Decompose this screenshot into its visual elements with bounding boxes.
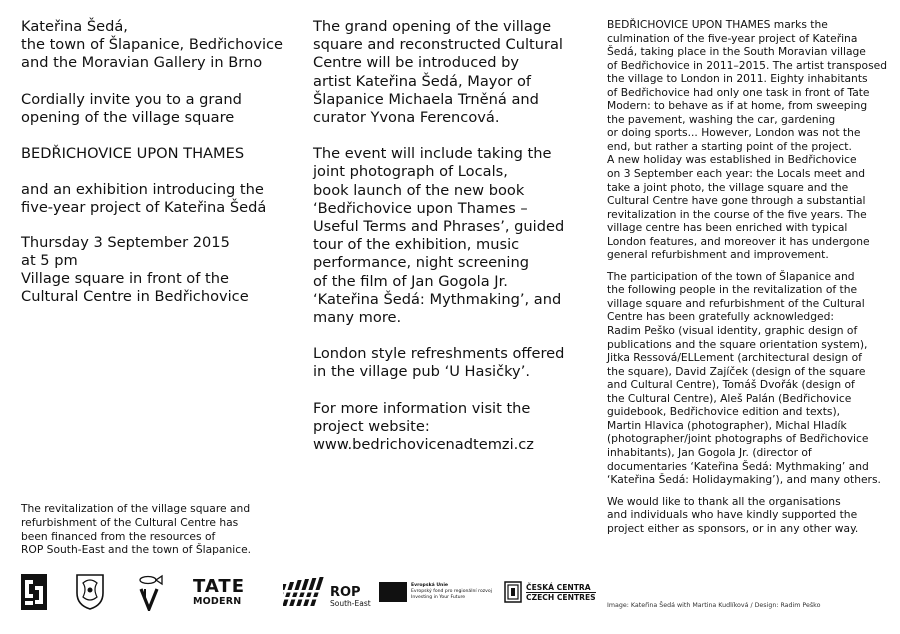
eu-flag-icon: [379, 582, 407, 602]
more-info-text: For more information visit the project website: www.bedrichovicenadtemzi.cz: [313, 399, 534, 454]
bedrichovice-logo: [135, 572, 165, 612]
slapanice-coat-of-arms: [75, 572, 107, 612]
invitation-text: Cordially invite you to a grand opening of the village square: [21, 90, 242, 126]
rop-south-east-logo: [283, 572, 378, 612]
fish-v-icon: [135, 573, 165, 611]
sponsor-logos: [21, 572, 611, 612]
czech-centres-icon: [504, 581, 522, 603]
thanks-text: We would like to thank all the organisations and individuals who have kindly supported the project either as sponsors, or in any other way.: [607, 494, 859, 535]
program-text: The event will include taking the joint photograph of Locals, book launch of the new book ‘Bedřichovice upon Thames – Useful Terms and Phrases’, guided tour of the exhibition, music performance, night screening of the film of Jan Gogola Jr. ‘Kateřina Šedá: Mythmaking’, and many more.: [313, 145, 565, 327]
hosts-text: Kateřina Šedá, the town of Šlapanice, Bedřichovice and the Moravian Gallery in Brno: [21, 18, 284, 72]
acknowledgements-text: The participation of the town of Šlapanice and the following people in the revitalization of the village square and refurbishment of the Cultural Centre has been gratefully acknowledged: Radim Peško (visual identity, graphic design of publications and the square orientation system), Jitka Ressová/ELLement (architectural design of the square), David Zajíček (design of the square and Cultural Centre), Tomáš Dvořák (design of the Cultural Centre), Aleš Palán (Bedřichovice guidebook, Bedřichovice edition and texts), Martin Hlavica (photographer), Michal Hladík (photographer/joint photographs of Bedřichovice inhabitants), Jan Gogola Jr. (director of documentaries ‘Kateřina Šedá: Mythmaking’ and ‘Kateřina Šedá: Holidaymaking’), and many others.: [607, 269, 881, 487]
eu-line1: Evropská Unie: [411, 583, 449, 588]
modern-text: MODERN: [193, 595, 242, 607]
project-title: BEDŘICHOVICE UPON THAMES: [21, 145, 245, 163]
about-text: BEDŘICHOVICE UPON THAMES marks the culmination of the five-year project of Kateřina Šedá, taking place in the South Moravian village of Bedřichovice in 2011–2015. The artist transposed the village to London in 2011. Eighty inhabitants of Bedřichovice had only one task in front of Tate Modern: to behave as if at home, from sweeping the pavement, washing the car, gardening or doing sports... However, London was not the end, but rather a starting point of the project. A new holiday was established in Bedřichovice on 3 September each year: the Locals meet and take a joint photo, the village square and the Cultural Centre have gone through a substantial revitalization in the course of the five years. The village centre has been enriched with typical London features, and moreover it has undergone general refurbishment and improvement.: [607, 18, 888, 262]
coat-of-arms-icon: [75, 573, 105, 611]
moravian-gallery-icon: [21, 574, 47, 610]
czech-centres-logo: [504, 572, 609, 612]
funding-note: The revitalization of the village square and refurbishment of the Cultural Centre has been financed from the resources of ROP South-East and the town of Šlapanice.: [21, 502, 252, 557]
refreshments-text: London style refreshments offered in the village pub ‘U Hasičky’.: [313, 345, 565, 381]
project-description-column: [607, 18, 892, 543]
tate-modern-logo: [193, 572, 263, 612]
image-credit: Image: Kateřina Šedá with Martina Kudlíková / Design: Radim Peško: [607, 602, 821, 609]
rop-stripes-icon: [283, 576, 327, 608]
tate-text: TATE: [193, 575, 245, 597]
eu-fund-logo: [379, 572, 494, 612]
rop-text: ROP: [330, 585, 361, 600]
opening-text: The grand opening of the village square and reconstructed Cultural Centre will be introduced by artist Kateřina Šedá, Mayor of Šlapanice Michaela Trněná and curator Yvona Ferencová.: [313, 18, 563, 127]
czech-centres-line1: ČESKÁ CENTRA: [526, 582, 591, 592]
event-details-column: [313, 18, 588, 472]
exhibition-text: and an exhibition introducing the five-year project of Kateřina Šedá: [21, 181, 267, 217]
date-time-place: Thursday 3 September 2015 at 5 pm Village square in front of the Cultural Centre in Bedřichovice: [21, 233, 249, 306]
moravian-gallery-logo: [21, 572, 49, 612]
rop-subtext: South-East: [330, 599, 371, 608]
invitation-column: [21, 18, 306, 324]
eu-line3: Investing in Your Future: [411, 595, 466, 600]
czech-centres-line2: CZECH CENTRES: [526, 592, 596, 602]
eu-line2: Evropský fond pro regionální rozvoj: [411, 589, 492, 594]
